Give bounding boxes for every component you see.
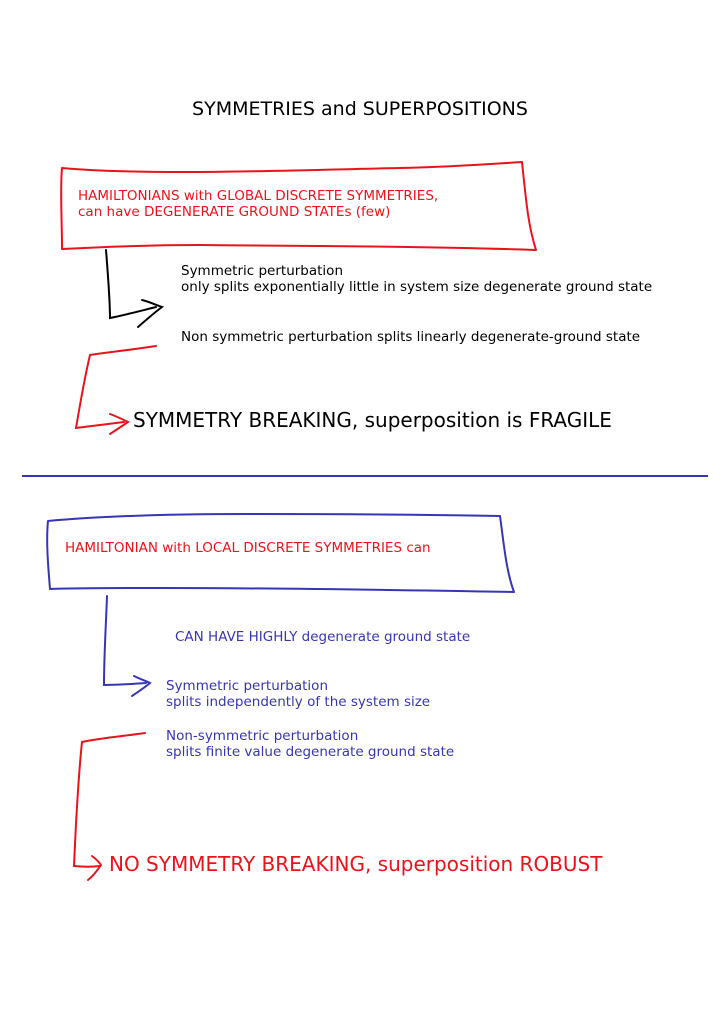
local-nonsymmetric-detail: splits finite value degenerate ground state [166,744,455,761]
local-nonsymmetric-perturbation-note [166,728,454,760]
local-symmetric-title: Symmetric perturbation [166,678,328,694]
global-box-line-1: HAMILTONIANS with GLOBAL DISCRETE SYMMETRIES, [78,188,439,204]
symmetric-perturbation-title: Symmetric perturbation [181,263,343,279]
local-symmetric-perturbation-note [166,678,430,710]
symmetric-perturbation-note [181,263,652,295]
global-box-line-2: can have DEGENERATE GROUND STATEs (few) [78,204,391,221]
black-arrow-stem [106,250,156,318]
local-nonsymmetric-title: Non-symmetric perturbation [166,728,359,744]
highly-degenerate-note: CAN HAVE HIGHLY degenerate ground state [175,629,471,645]
red-arrow-head-bottom [88,856,101,880]
symmetry-breaking-conclusion: SYMMETRY BREAKING, superposition is FRAGILE [133,408,612,432]
no-symmetry-breaking-conclusion: NO SYMMETRY BREAKING, superposition ROBUST [109,852,603,876]
nonsymmetric-perturbation-note: Non symmetric perturbation splits linearly degenerate-ground state [181,329,641,345]
page-title: SYMMETRIES and SUPERPOSITIONS [192,98,528,120]
blue-arrow-stem [104,596,146,685]
local-symmetric-detail: splits independently of the system size [166,694,431,711]
black-arrow-head [138,300,162,327]
blue-arrow-head [132,676,150,696]
local-symmetries-box-text: HAMILTONIAN with LOCAL DISCRETE SYMMETRIES can [65,540,431,556]
red-arrow-head-top [110,414,128,434]
red-bracket-arrow-bottom [74,733,145,867]
global-symmetries-box-text [78,188,438,220]
symmetric-perturbation-detail: only splits exponentially little in system size degenerate ground state [181,279,653,296]
